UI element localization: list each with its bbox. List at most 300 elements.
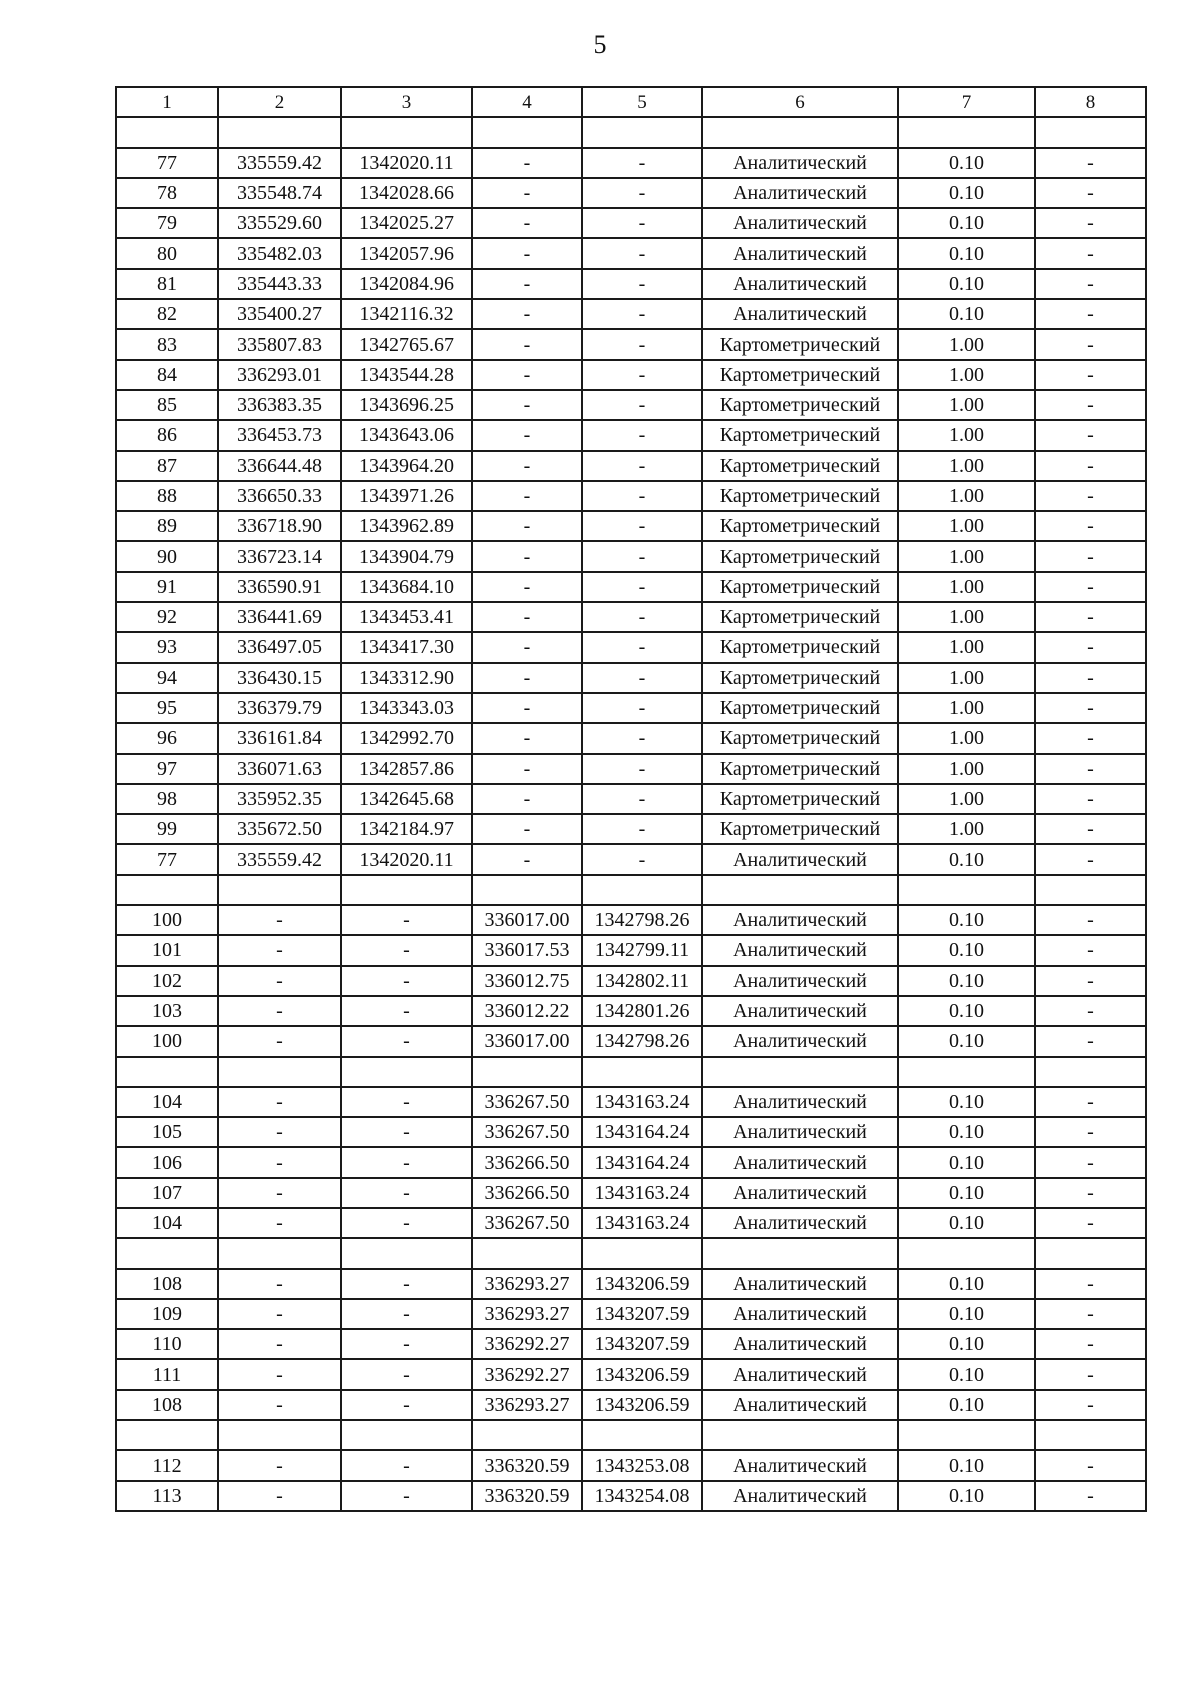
table-cell: 1.00 [898,420,1035,450]
table-cell [702,1420,898,1450]
table-cell: 0.10 [898,966,1035,996]
table-cell: 79 [116,208,218,238]
table-cell: 1342765.67 [341,329,472,359]
table-cell: - [1035,1178,1146,1208]
table-cell: - [1035,148,1146,178]
table-cell: - [218,1299,341,1329]
table-cell: - [582,541,702,571]
column-header-3: 3 [341,87,472,117]
table-cell: 1342645.68 [341,784,472,814]
table-row [116,663,1146,693]
table-row [116,1087,1146,1117]
table-cell: 0.10 [898,1087,1035,1117]
table-cell: 91 [116,572,218,602]
table-cell: 0.10 [898,269,1035,299]
table-cell: Картометрический [702,784,898,814]
table-cell: 93 [116,632,218,662]
table-cell: 336292.27 [472,1359,582,1389]
table-row [116,844,1146,874]
table-cell: - [472,541,582,571]
table-cell [116,875,218,905]
table-cell [218,117,341,147]
table-cell: 108 [116,1269,218,1299]
table-cell: - [218,1178,341,1208]
table-cell: Картометрический [702,602,898,632]
table-cell: 336293.27 [472,1390,582,1420]
table-cell [116,1420,218,1450]
table-cell: - [218,1450,341,1480]
table-cell: Картометрический [702,329,898,359]
table-cell [116,117,218,147]
table-cell: 1342801.26 [582,996,702,1026]
table-header [116,87,1146,117]
table-cell: 97 [116,754,218,784]
table-cell: 1.00 [898,481,1035,511]
table-cell: 1343206.59 [582,1390,702,1420]
table-row [116,905,1146,935]
table-cell: Картометрический [702,572,898,602]
table-cell: 336017.53 [472,935,582,965]
table-cell: - [582,663,702,693]
table-cell: 335672.50 [218,814,341,844]
table-cell: Аналитический [702,844,898,874]
table-cell: - [1035,238,1146,268]
table-cell: 88 [116,481,218,511]
table-cell: 336320.59 [472,1450,582,1480]
table-cell: 336723.14 [218,541,341,571]
table-row [116,814,1146,844]
table-cell: - [1035,966,1146,996]
table-row [116,238,1146,268]
table-row [116,693,1146,723]
table-cell: - [1035,299,1146,329]
table-cell: 1342057.96 [341,238,472,268]
table-cell: Аналитический [702,1299,898,1329]
table-cell: 87 [116,451,218,481]
table-row [116,784,1146,814]
table-cell: 336718.90 [218,511,341,541]
table-cell: 336292.27 [472,1329,582,1359]
table-cell: 0.10 [898,178,1035,208]
table-cell: 1342020.11 [341,148,472,178]
table-cell: 1343904.79 [341,541,472,571]
table-cell: - [1035,390,1146,420]
table-cell: Аналитический [702,1026,898,1056]
table-cell: - [1035,1026,1146,1056]
table-cell: 336017.00 [472,905,582,935]
table-row [116,1299,1146,1329]
table-cell [702,1057,898,1087]
table-cell: 100 [116,1026,218,1056]
table-cell: 101 [116,935,218,965]
table-cell: 107 [116,1178,218,1208]
table-row [116,723,1146,753]
table-cell: 1343164.24 [582,1117,702,1147]
table-cell: 1343206.59 [582,1269,702,1299]
table-cell: 1343253.08 [582,1450,702,1480]
table-cell: 1343964.20 [341,451,472,481]
table-cell: 1343684.10 [341,572,472,602]
table-cell: 1342084.96 [341,269,472,299]
table-cell: - [218,1208,341,1238]
table-row [116,1117,1146,1147]
table-cell: Аналитический [702,178,898,208]
table-cell: - [1035,844,1146,874]
table-cell: Картометрический [702,723,898,753]
table-cell: 0.10 [898,1481,1035,1511]
table-cell [116,1057,218,1087]
table-cell: - [472,299,582,329]
table-row [116,754,1146,784]
table-cell: 77 [116,844,218,874]
table-cell: 0.10 [898,996,1035,1026]
table-cell: 92 [116,602,218,632]
table-cell: - [582,693,702,723]
table-cell: - [1035,1359,1146,1389]
table-cell: Аналитический [702,1390,898,1420]
page-number: 5 [593,30,607,59]
table-cell: 1.00 [898,360,1035,390]
table-cell [898,117,1035,147]
table-cell: 1342028.66 [341,178,472,208]
table-cell: 1.00 [898,329,1035,359]
table-cell: 0.10 [898,299,1035,329]
table-cell: 0.10 [898,1208,1035,1238]
table-cell: - [1035,541,1146,571]
table-cell: - [582,420,702,450]
table-cell: 112 [116,1450,218,1480]
table-cell: - [1035,329,1146,359]
table-cell [702,875,898,905]
table-row [116,1178,1146,1208]
table-cell: 1343164.24 [582,1147,702,1177]
table-cell [218,1238,341,1268]
table-cell: 335807.83 [218,329,341,359]
table-cell [582,117,702,147]
table-cell: 335559.42 [218,148,341,178]
table-cell: 1343207.59 [582,1329,702,1359]
table-cell: 335559.42 [218,844,341,874]
table-cell: 94 [116,663,218,693]
table-cell: - [582,572,702,602]
table-cell [341,875,472,905]
table-cell: - [1035,1117,1146,1147]
table-cell: - [472,420,582,450]
table-cell: 336644.48 [218,451,341,481]
table-body [116,117,1146,1511]
table-cell: 1343206.59 [582,1359,702,1389]
table-cell [472,875,582,905]
table-row [116,1420,1146,1450]
table-cell: Картометрический [702,663,898,693]
table-cell: - [218,905,341,935]
table-cell: 336293.27 [472,1269,582,1299]
table-cell: - [1035,1481,1146,1511]
table-cell: - [582,723,702,753]
header-row [116,87,1146,117]
table-cell: - [472,238,582,268]
table-cell [898,875,1035,905]
table-cell [341,1420,472,1450]
table-cell: 96 [116,723,218,753]
table-cell: - [472,481,582,511]
table-cell: 0.10 [898,935,1035,965]
table-cell [1035,1420,1146,1450]
table-cell: - [1035,602,1146,632]
table-cell: Картометрический [702,420,898,450]
table-row [116,1026,1146,1056]
table-cell: 103 [116,996,218,1026]
table-cell: - [341,1269,472,1299]
table-cell: 98 [116,784,218,814]
table-cell: 1343417.30 [341,632,472,662]
table-cell: - [341,1026,472,1056]
table-cell: 335548.74 [218,178,341,208]
table-cell: 110 [116,1329,218,1359]
table-cell: 85 [116,390,218,420]
table-cell [218,1420,341,1450]
table-cell: Аналитический [702,996,898,1026]
table-cell: - [1035,632,1146,662]
table-cell: 1.00 [898,572,1035,602]
table-cell: - [1035,1329,1146,1359]
column-header-1: 1 [116,87,218,117]
table-cell: Картометрический [702,451,898,481]
table-cell: - [341,905,472,935]
table-cell: 1342025.27 [341,208,472,238]
table-cell: 83 [116,329,218,359]
table-cell: 0.10 [898,1178,1035,1208]
table-row [116,966,1146,996]
table-cell: 1.00 [898,693,1035,723]
table-row [116,572,1146,602]
table-cell: 1.00 [898,784,1035,814]
table-cell: - [1035,208,1146,238]
table-cell: 336590.91 [218,572,341,602]
table-cell: 336379.79 [218,693,341,723]
table-cell: - [1035,1390,1146,1420]
table-row [116,299,1146,329]
table-cell: - [1035,996,1146,1026]
table-cell: 109 [116,1299,218,1329]
table-cell: Аналитический [702,1087,898,1117]
table-cell: - [582,148,702,178]
table-cell: 336320.59 [472,1481,582,1511]
column-header-4: 4 [472,87,582,117]
table-cell: Аналитический [702,966,898,996]
table-cell: - [472,632,582,662]
table-row [116,1359,1146,1389]
table-cell: - [472,784,582,814]
table-cell: 336441.69 [218,602,341,632]
table-cell: - [341,1117,472,1147]
table-cell: - [1035,481,1146,511]
table-cell: 1342020.11 [341,844,472,874]
table-cell: - [1035,723,1146,753]
table-cell: Аналитический [702,1269,898,1299]
table-cell: - [218,1117,341,1147]
table-cell: Картометрический [702,632,898,662]
table-row [116,451,1146,481]
table-cell: 113 [116,1481,218,1511]
table-cell: 1343163.24 [582,1208,702,1238]
table-cell: - [472,754,582,784]
table-cell: Картометрический [702,390,898,420]
table-cell: - [582,390,702,420]
coordinates-table [115,86,1147,1512]
table-cell: 336430.15 [218,663,341,693]
table-cell: 1343163.24 [582,1087,702,1117]
table-cell: 108 [116,1390,218,1420]
table-cell [472,1238,582,1268]
table-cell: - [582,844,702,874]
table-cell: 335443.33 [218,269,341,299]
table-cell: 1343453.41 [341,602,472,632]
table-cell: - [218,1269,341,1299]
table-cell: - [341,1087,472,1117]
table-cell: - [472,663,582,693]
table-cell: - [1035,784,1146,814]
table-cell: - [341,1390,472,1420]
table-row [116,541,1146,571]
table-row [116,1269,1146,1299]
table-cell: 77 [116,148,218,178]
table-cell: Аналитический [702,1117,898,1147]
table-cell: 104 [116,1087,218,1117]
table-row [116,1481,1146,1511]
table-cell: - [1035,420,1146,450]
table-cell: Аналитический [702,148,898,178]
table-cell [582,1420,702,1450]
table-cell [582,1057,702,1087]
table-cell: 84 [116,360,218,390]
table-cell: 1.00 [898,814,1035,844]
table-cell: 1.00 [898,390,1035,420]
table-cell: 111 [116,1359,218,1389]
table-cell: 336293.01 [218,360,341,390]
table-cell: - [472,451,582,481]
table-row [116,632,1146,662]
table-cell: 0.10 [898,1147,1035,1177]
table-cell: 1.00 [898,451,1035,481]
table-cell [1035,1057,1146,1087]
table-cell [472,1420,582,1450]
table-cell: Картометрический [702,541,898,571]
table-row [116,1329,1146,1359]
table-cell: Аналитический [702,935,898,965]
table-cell [898,1420,1035,1450]
table-cell: 1.00 [898,663,1035,693]
table-cell [218,875,341,905]
table-cell: - [582,178,702,208]
table-cell: - [1035,1450,1146,1480]
table-cell: - [582,208,702,238]
table-cell: 336012.22 [472,996,582,1026]
table-cell: 336266.50 [472,1178,582,1208]
table-cell: Аналитический [702,1359,898,1389]
table-cell: - [1035,178,1146,208]
table-cell [1035,117,1146,147]
table-cell: - [1035,754,1146,784]
table-cell: - [472,814,582,844]
table-cell: - [582,814,702,844]
table-cell: - [582,602,702,632]
table-cell: - [472,693,582,723]
table-cell: - [341,1147,472,1177]
table-cell: 336267.50 [472,1117,582,1147]
table-cell: Картометрический [702,360,898,390]
table-cell: - [472,208,582,238]
table-cell: - [341,935,472,965]
table-cell: 105 [116,1117,218,1147]
table-cell: 1343962.89 [341,511,472,541]
table-cell: 0.10 [898,1359,1035,1389]
table-cell: Аналитический [702,269,898,299]
table-cell: Аналитический [702,1329,898,1359]
table-cell: - [1035,451,1146,481]
table-cell: 89 [116,511,218,541]
table-row [116,1147,1146,1177]
table-cell: 1343343.03 [341,693,472,723]
table-cell: - [218,1481,341,1511]
table-cell [702,117,898,147]
table-row [116,1208,1146,1238]
table-cell: 100 [116,905,218,935]
table-cell: 95 [116,693,218,723]
table-cell: Аналитический [702,905,898,935]
table-cell: 1343971.26 [341,481,472,511]
table-cell: 0.10 [898,1390,1035,1420]
table-cell: - [218,1147,341,1177]
table-cell: 0.10 [898,208,1035,238]
table-cell: 1343312.90 [341,663,472,693]
table-cell: 336012.75 [472,966,582,996]
table-cell: 0.10 [898,1450,1035,1480]
table-cell: - [1035,663,1146,693]
table-cell: - [582,511,702,541]
table-cell [472,117,582,147]
table-cell: - [472,511,582,541]
table-cell: - [1035,814,1146,844]
table-row [116,481,1146,511]
table-cell: 1342992.70 [341,723,472,753]
table-row [116,360,1146,390]
table-cell: 1.00 [898,511,1035,541]
table-cell: - [341,1208,472,1238]
table-cell: 102 [116,966,218,996]
table-cell: 336266.50 [472,1147,582,1177]
table-cell: Аналитический [702,299,898,329]
table-row [116,1238,1146,1268]
table-row [116,117,1146,147]
table-cell: 80 [116,238,218,268]
table-cell: Аналитический [702,208,898,238]
table-cell: 82 [116,299,218,329]
table-cell: 335952.35 [218,784,341,814]
table-cell: - [1035,269,1146,299]
table-cell: - [582,481,702,511]
table-cell: 1343544.28 [341,360,472,390]
table-cell: 1342802.11 [582,966,702,996]
table-cell: 336161.84 [218,723,341,753]
table-cell: - [341,1481,472,1511]
table-cell: - [472,269,582,299]
table-cell: 1.00 [898,541,1035,571]
table-cell: 78 [116,178,218,208]
table-cell: - [341,1178,472,1208]
table-cell: - [472,602,582,632]
table-cell: - [472,329,582,359]
